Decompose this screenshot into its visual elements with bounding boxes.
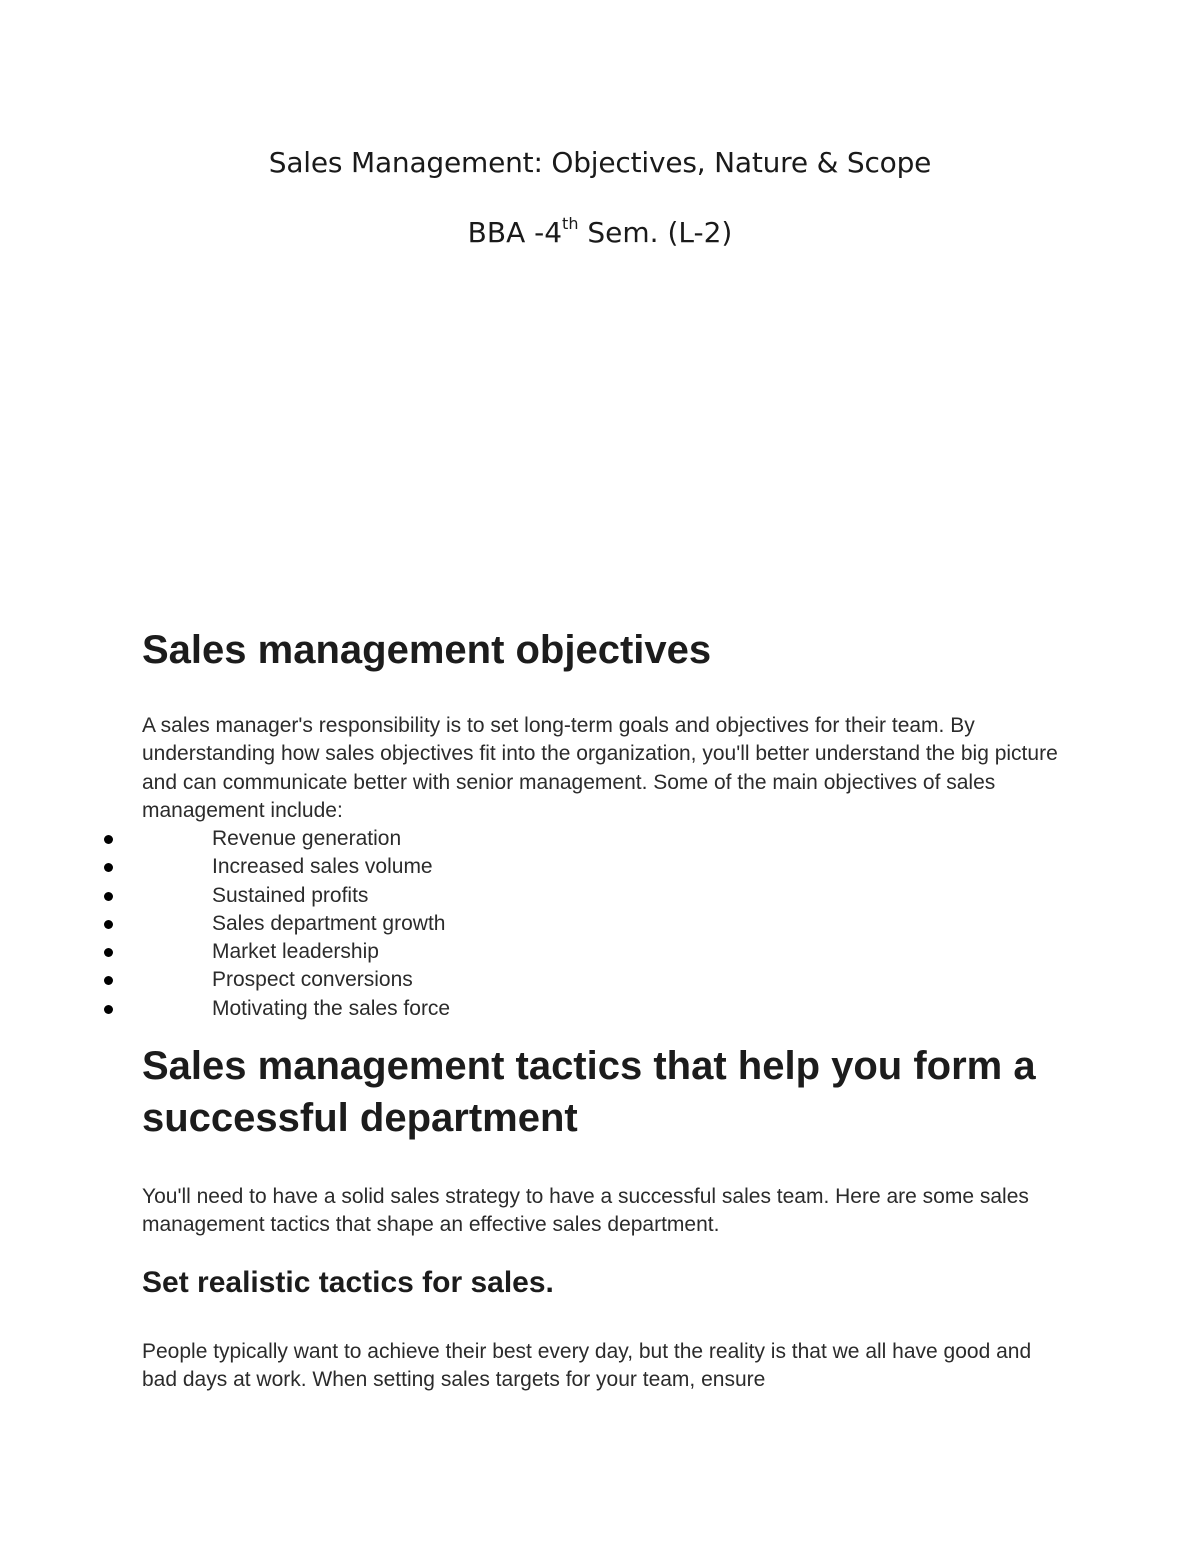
bullet-icon xyxy=(104,976,113,985)
bullet-icon xyxy=(104,920,113,929)
realistic-tactics-paragraph: People typically want to achieve their best every day, but the reality is that we all have good and bad days at work. When setting sales targets for your team, ensure xyxy=(142,1340,1032,1392)
list-item-text: Prospect conversions xyxy=(212,968,413,992)
bullet-icon xyxy=(104,863,113,872)
subsection-heading-realistic-tactics: Set realistic tactics for sales. xyxy=(142,1266,554,1299)
list-item-text: Sustained profits xyxy=(212,883,369,907)
subtitle-prefix: BBA -4 xyxy=(467,216,563,249)
bullet-icon xyxy=(104,1005,113,1014)
list-item-text: Increased sales volume xyxy=(212,855,433,879)
list-item-text: Revenue generation xyxy=(212,827,402,850)
bullet-icon xyxy=(104,948,113,957)
section-heading-tactics: Sales management tactics that help you form a successful department xyxy=(142,1044,1036,1140)
tactics-intro-paragraph: You'll need to have a solid sales strategy to have a successful sales team. Here are some sales management tactics that shape an effective sales department. xyxy=(142,1185,1029,1237)
list-item-text: Market leadership xyxy=(212,940,379,964)
document-title: Sales Management: Objectives, Nature & Scope xyxy=(268,146,932,179)
document-subtitle xyxy=(0,216,1200,249)
objectives-intro-paragraph: A sales manager's responsibility is to set long-term goals and objectives for their team. By understanding how sales objectives fit into the organization, you'll better understand the big picture and can communicate better with senior management. Some of the main objectives of sales management include: xyxy=(142,714,1058,822)
subtitle-superscript: th xyxy=(562,214,579,233)
list-item-text: Sales department growth xyxy=(212,911,446,935)
section-heading-objectives: Sales management objectives xyxy=(142,628,712,672)
list-item-text: Motivating the sales force xyxy=(212,996,451,1020)
bullet-icon xyxy=(104,835,113,844)
subtitle-suffix: Sem. (L-2) xyxy=(578,216,733,249)
bullet-icon xyxy=(104,892,113,901)
